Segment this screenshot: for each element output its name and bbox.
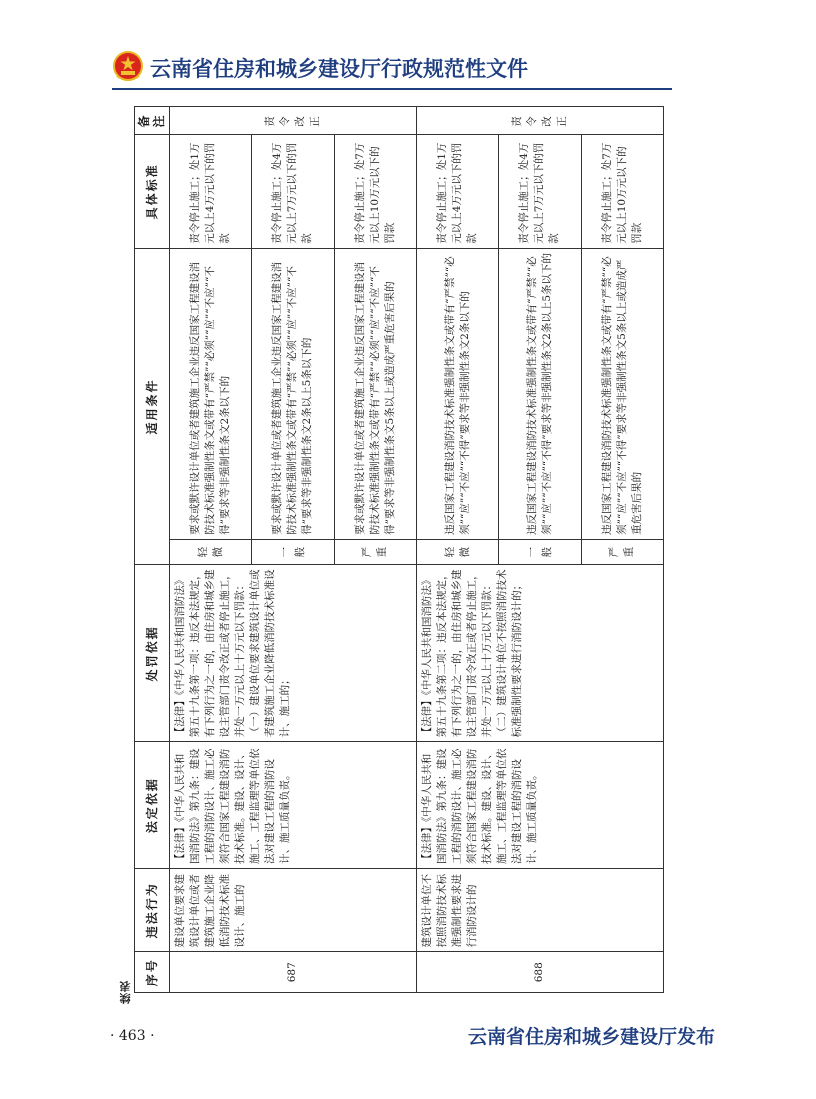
- header-violation: 违法行为: [135, 868, 170, 952]
- level-label: 严重: [581, 539, 663, 564]
- level-condition: 违反国家工程建设消防技术标准强制性条文或带有“严禁”“必须”“应”“不应”“不得”要求等非强制性条文2条以下的: [416, 248, 498, 539]
- row-penalty-basis: 【法律】《中华人民共和国消防法》第五十九条第二项：违反本法规定，有下列行为之一的，由住房和城乡建设主管部门责令改正或者停止施工，并处一万元以上十万元以下罚款：（二）建筑设计单位不按照消防技术标准强制性要求进行消防设计的；: [416, 565, 663, 742]
- level-condition: 违反国家工程建设消防技术标准强制性条文或带有“严禁”“必须”“应”“不应”“不得”要求等非强制性条文5条以上或造成严重危害后果的: [581, 248, 663, 539]
- row-note: 责令改正: [416, 107, 663, 135]
- national-emblem-icon: [112, 50, 144, 84]
- row-legal-basis: 【法律】《中华人民共和国消防法》第九条：建设工程的消防设计、施工必须符合国家工程建设消防技术标准。建设、设计、施工、工程监理等单位依法对建设工程的消防设计、施工质量负责。: [416, 742, 663, 869]
- header-seq: 序号: [135, 952, 170, 993]
- header-condition: 适用条件: [135, 248, 170, 564]
- level-label: 严重: [334, 539, 416, 564]
- continued-label: 续表: [119, 980, 132, 1004]
- table-header-row: [135, 107, 170, 993]
- level-standard: 责令停止施工；处1万元以上4万元以下的罚款: [170, 134, 252, 248]
- level-standard: 责令停止施工；处4万元以上7万元以下的罚款: [252, 134, 334, 248]
- table-row: [170, 107, 252, 993]
- row-penalty-basis: 【法律】《中华人民共和国消防法》第五十九条第一项：违反本法规定，有下列行为之一的，由住房和城乡建设主管部门责令改正或者停止施工，并处一万元以上十万元以下罚款：（一）建设单位要求建筑设计单位或者建筑施工企业降低消防技术标准设计、施工的；: [170, 565, 417, 742]
- row-seq: 687: [170, 952, 417, 993]
- row-note: 责令改正: [170, 107, 417, 135]
- page-header: [112, 50, 672, 90]
- page-title: 云南省住房和城乡建设厅行政规范性文件: [150, 57, 528, 81]
- level-condition: 要求或默许设计单位或者建筑施工企业违反国家工程建设消防技术标准强制性条文或带有“严禁”“必须”“应”“不应”“不得”要求等非强制性条文2条以下的: [170, 248, 252, 539]
- level-standard: 责令停止施工；处1万元以上4万元以下的罚款: [416, 134, 498, 248]
- header-divider: [112, 88, 672, 90]
- level-standard: 责令停止施工；处7万元以上10万元以下的罚款: [334, 134, 416, 248]
- row-violation: 建筑设计单位不按照消防技术标准强制性要求进行消防设计的: [416, 868, 663, 952]
- table-row: [416, 107, 498, 993]
- header-standard: 具体标准: [135, 134, 170, 248]
- header-legal-basis: 法定依据: [135, 742, 170, 869]
- level-standard: 责令停止施工；处7万元以上10万元以下的罚款: [581, 134, 663, 248]
- level-label: 一般: [499, 539, 581, 564]
- level-label: 轻微: [416, 539, 498, 564]
- row-seq: 688: [416, 952, 663, 993]
- header-note: 备注: [135, 107, 170, 135]
- header-penalty-basis: 处罚依据: [135, 565, 170, 742]
- level-condition: 要求或默许设计单位或者建筑施工企业违反国家工程建设消防技术标准强制性条文或带有“严禁”“必须”“应”“不应”“不得”要求等非强制性条文2条以上5条以下的: [252, 248, 334, 539]
- level-label: 一般: [252, 539, 334, 564]
- penalty-table: [134, 106, 664, 993]
- row-legal-basis: 【法律】《中华人民共和国消防法》第九条：建设工程的消防设计、施工必须符合国家工程建设消防技术标准。建设、设计、施工、工程监理等单位依法对建设工程的消防设计、施工质量负责。: [170, 742, 417, 869]
- page-number: · 463 ·: [110, 1028, 155, 1044]
- level-standard: 责令停止施工；处4万元以上7万元以下的罚款: [499, 134, 581, 248]
- level-condition: 违反国家工程建设消防技术标准强制性条文或带有“严禁”“必须”“应”“不应”“不得”要求等非强制性条文2条以上5条以下的: [499, 248, 581, 539]
- penalty-table-wrapper: [134, 106, 664, 993]
- level-condition: 要求或默许设计单位或者建筑施工企业违反国家工程建设消防技术标准强制性条文或带有“严禁”“必须”“应”“不应”“不得”要求等非强制性条文5条以上或造成严重危害后果的: [334, 248, 416, 539]
- row-violation: 建设单位要求建筑设计单位或者建筑施工企业降低消防技术标准设计、施工的: [170, 868, 417, 952]
- publisher-label: 云南省住房和城乡建设厅发布: [468, 1026, 716, 1048]
- level-label: 轻微: [170, 539, 252, 564]
